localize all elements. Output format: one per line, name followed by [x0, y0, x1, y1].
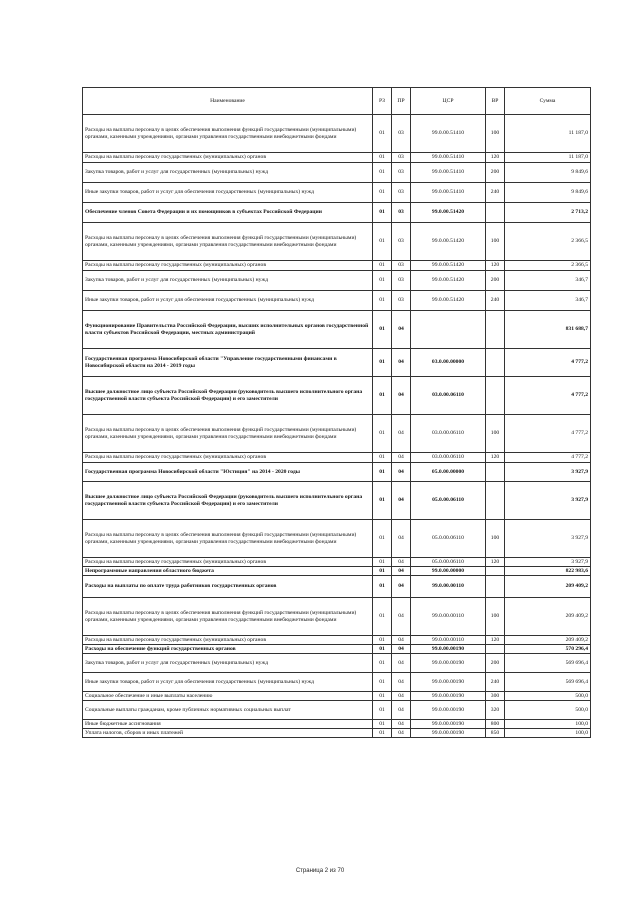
- cell-csr: 99.0.00.00190: [411, 654, 486, 673]
- header-sum: Сумма: [505, 88, 591, 115]
- cell-sum: 9 849,6: [505, 163, 591, 183]
- cell-vr: 240: [486, 183, 505, 203]
- table-row: [83, 701, 591, 720]
- cell-name: Государственная программа Новосибирской области "Юстиция" на 2014 - 2020 годы: [83, 463, 373, 482]
- cell-sum: 100,0: [505, 729, 591, 738]
- cell-csr: 99.0.00.51410: [411, 163, 486, 183]
- cell-rz: 01: [373, 701, 392, 720]
- cell-sum: 4 777,2: [505, 377, 591, 415]
- cell-pr: 04: [392, 349, 411, 377]
- cell-pr: 04: [392, 636, 411, 645]
- cell-csr: 99.0.00.51420: [411, 271, 486, 291]
- table-row: [83, 153, 591, 163]
- cell-vr: 100: [486, 415, 505, 453]
- cell-csr: 99.0.00.00110: [411, 598, 486, 636]
- cell-sum: 346,7: [505, 291, 591, 311]
- table-row: [83, 645, 591, 654]
- cell-sum: 2 713,2: [505, 203, 591, 223]
- cell-pr: 04: [392, 645, 411, 654]
- cell-vr: 200: [486, 163, 505, 183]
- cell-sum: 4 777,2: [505, 453, 591, 463]
- cell-rz: 01: [373, 291, 392, 311]
- cell-name: Расходы на выплаты персоналу государственных (муниципальных) органов: [83, 261, 373, 271]
- cell-rz: 01: [373, 183, 392, 203]
- table-row: [83, 692, 591, 701]
- cell-pr: 04: [392, 720, 411, 729]
- cell-name: Расходы на выплаты персоналу в целях обеспечения выполнения функций государственными (муниципальными) органами, казенными учреждениями, органами управления государственными внебюджетными фондами: [83, 520, 373, 558]
- table-row: [83, 271, 591, 291]
- cell-pr: 04: [392, 520, 411, 558]
- cell-pr: 03: [392, 183, 411, 203]
- cell-rz: 01: [373, 153, 392, 163]
- table-row: [83, 463, 591, 482]
- cell-csr: 99.0.00.51420: [411, 203, 486, 223]
- budget-table: [82, 87, 591, 738]
- cell-sum: 11 187,0: [505, 115, 591, 153]
- cell-sum: 2 366,5: [505, 261, 591, 271]
- cell-vr: 320: [486, 701, 505, 720]
- cell-name: Расходы на выплаты персоналу государственных (муниципальных) органов: [83, 636, 373, 645]
- cell-name: Непрограммные направления областного бюджета: [83, 567, 373, 576]
- table-row: [83, 415, 591, 453]
- cell-csr: 99.0.00.00190: [411, 645, 486, 654]
- cell-sum: 569 696,4: [505, 654, 591, 673]
- cell-rz: 01: [373, 654, 392, 673]
- table-header-row: [83, 88, 591, 115]
- cell-csr: 03.0.00.06110: [411, 377, 486, 415]
- cell-rz: 01: [373, 520, 392, 558]
- cell-rz: 01: [373, 115, 392, 153]
- cell-name: Расходы на выплаты персоналу в целях обеспечения выполнения функций государственными (муниципальными) органами, казенными учреждениями, органами управления государственными внебюджетными фондами: [83, 598, 373, 636]
- cell-sum: 3 927,9: [505, 558, 591, 567]
- cell-name: Иные бюджетные ассигнования: [83, 720, 373, 729]
- cell-sum: 209 409,2: [505, 636, 591, 645]
- cell-sum: 346,7: [505, 271, 591, 291]
- cell-pr: 04: [392, 567, 411, 576]
- cell-csr: 99.0.00.51420: [411, 291, 486, 311]
- header-pr: ПР: [392, 88, 411, 115]
- cell-sum: 831 688,7: [505, 311, 591, 349]
- cell-pr: 03: [392, 163, 411, 183]
- cell-name: Закупка товаров, работ и услуг для государственных (муниципальных) нужд: [83, 163, 373, 183]
- cell-pr: 03: [392, 203, 411, 223]
- cell-pr: 04: [392, 558, 411, 567]
- cell-vr: [486, 311, 505, 349]
- cell-name: Государственная программа Новосибирской области "Управление государственными финансами в Новосибирской области на 2014 - 2019 годы: [83, 349, 373, 377]
- cell-rz: 01: [373, 223, 392, 261]
- cell-pr: 04: [392, 377, 411, 415]
- cell-csr: 99.0.00.51420: [411, 223, 486, 261]
- cell-pr: 03: [392, 291, 411, 311]
- cell-pr: 04: [392, 701, 411, 720]
- cell-vr: 240: [486, 673, 505, 692]
- table-row: [83, 453, 591, 463]
- cell-csr: 03.0.00.06110: [411, 453, 486, 463]
- table-row: [83, 377, 591, 415]
- cell-vr: [486, 377, 505, 415]
- table-row: [83, 482, 591, 520]
- cell-rz: 01: [373, 567, 392, 576]
- cell-pr: 04: [392, 463, 411, 482]
- table-row: [83, 673, 591, 692]
- cell-sum: 209 409,2: [505, 598, 591, 636]
- cell-sum: 2 366,5: [505, 223, 591, 261]
- cell-pr: 03: [392, 115, 411, 153]
- table-row: [83, 291, 591, 311]
- cell-name: Функционирование Правительства Российской Федерации, высших исполнительных органов государственной власти субъектов Российской Федерации, местных администраций: [83, 311, 373, 349]
- cell-name: Высшее должностное лицо субъекта Российской Федерации (руководитель высшего исполнительного органа государственной власти субъекта Российской Федерации) и его заместители: [83, 482, 373, 520]
- table-row: [83, 654, 591, 673]
- cell-sum: 209 409,2: [505, 576, 591, 598]
- table-row: [83, 115, 591, 153]
- table-row: [83, 223, 591, 261]
- cell-rz: 01: [373, 349, 392, 377]
- cell-csr: 99.0.00.00190: [411, 692, 486, 701]
- cell-rz: 01: [373, 377, 392, 415]
- cell-rz: 01: [373, 453, 392, 463]
- table-row: [83, 729, 591, 738]
- cell-pr: 03: [392, 271, 411, 291]
- cell-sum: 500,0: [505, 701, 591, 720]
- cell-vr: [486, 463, 505, 482]
- table-row: [83, 720, 591, 729]
- cell-name: Закупка товаров, работ и услуг для государственных (муниципальных) нужд: [83, 271, 373, 291]
- cell-pr: 04: [392, 673, 411, 692]
- cell-vr: 100: [486, 223, 505, 261]
- cell-name: Уплата налогов, сборов и иных платежей: [83, 729, 373, 738]
- cell-sum: 11 187,0: [505, 153, 591, 163]
- cell-csr: 03.0.00.00000: [411, 349, 486, 377]
- cell-pr: 04: [392, 453, 411, 463]
- cell-csr: 99.0.00.51410: [411, 183, 486, 203]
- cell-rz: 01: [373, 163, 392, 183]
- cell-pr: 04: [392, 576, 411, 598]
- cell-name: Расходы на выплаты персоналу государственных (муниципальных) органов: [83, 453, 373, 463]
- cell-vr: 100: [486, 520, 505, 558]
- cell-sum: 9 849,6: [505, 183, 591, 203]
- cell-vr: 100: [486, 598, 505, 636]
- header-csr: ЦСР: [411, 88, 486, 115]
- cell-pr: 04: [392, 729, 411, 738]
- table-row: [83, 567, 591, 576]
- cell-rz: 01: [373, 203, 392, 223]
- cell-csr: 99.0.00.00190: [411, 673, 486, 692]
- cell-sum: 3 927,9: [505, 463, 591, 482]
- cell-csr: 99.0.00.00110: [411, 576, 486, 598]
- cell-pr: 03: [392, 223, 411, 261]
- cell-vr: [486, 482, 505, 520]
- cell-pr: 04: [392, 598, 411, 636]
- cell-vr: 200: [486, 271, 505, 291]
- cell-rz: 01: [373, 692, 392, 701]
- cell-vr: 800: [486, 720, 505, 729]
- cell-csr: 05.0.00.06110: [411, 520, 486, 558]
- table-row: [83, 598, 591, 636]
- page-number: Страница 2 из 70: [295, 868, 345, 874]
- header-name: Наименование: [83, 88, 373, 115]
- cell-pr: 04: [392, 311, 411, 349]
- cell-rz: 01: [373, 415, 392, 453]
- table-row: [83, 183, 591, 203]
- cell-rz: 01: [373, 271, 392, 291]
- table-row: [83, 311, 591, 349]
- header-vr: ВР: [486, 88, 505, 115]
- cell-sum: 100,0: [505, 720, 591, 729]
- cell-name: Закупка товаров, работ и услуг для государственных (муниципальных) нужд: [83, 654, 373, 673]
- table-row: [83, 520, 591, 558]
- cell-name: Расходы на выплаты персоналу в целях обеспечения выполнения функций государственными (муниципальными) органами, казенными учреждениями, органами управления государственными внебюджетными фондами: [83, 223, 373, 261]
- cell-rz: 01: [373, 482, 392, 520]
- cell-pr: 03: [392, 261, 411, 271]
- cell-name: Расходы на выплаты персоналу в целях обеспечения выполнения функций государственными (муниципальными) органами, казенными учреждениями, органами управления государственными внебюджетными фондами: [83, 415, 373, 453]
- cell-csr: 99.0.00.00190: [411, 720, 486, 729]
- cell-vr: [486, 203, 505, 223]
- cell-rz: 01: [373, 261, 392, 271]
- cell-pr: 04: [392, 692, 411, 701]
- cell-name: Расходы на выплаты персоналу государственных (муниципальных) органов: [83, 558, 373, 567]
- cell-rz: 01: [373, 311, 392, 349]
- table-row: [83, 636, 591, 645]
- cell-csr: 99.0.00.00110: [411, 636, 486, 645]
- table-row: [83, 349, 591, 377]
- cell-vr: 240: [486, 291, 505, 311]
- cell-name: Иные закупки товаров, работ и услуг для обеспечения государственных (муниципальных) нужд: [83, 291, 373, 311]
- cell-sum: 570 296,4: [505, 645, 591, 654]
- cell-vr: [486, 349, 505, 377]
- cell-vr: 300: [486, 692, 505, 701]
- cell-vr: [486, 576, 505, 598]
- cell-pr: 04: [392, 482, 411, 520]
- cell-csr: 99.0.00.51410: [411, 153, 486, 163]
- cell-rz: 01: [373, 720, 392, 729]
- cell-rz: 01: [373, 636, 392, 645]
- table-row: [83, 576, 591, 598]
- cell-name: Расходы на выплаты персоналу государственных (муниципальных) органов: [83, 153, 373, 163]
- table-row: [83, 203, 591, 223]
- cell-csr: 99.0.00.51410: [411, 115, 486, 153]
- cell-vr: 100: [486, 115, 505, 153]
- cell-csr: [411, 311, 486, 349]
- cell-vr: [486, 645, 505, 654]
- cell-csr: 99.0.00.00190: [411, 729, 486, 738]
- cell-vr: 200: [486, 654, 505, 673]
- cell-name: Расходы на выплаты по оплате труда работников государственных органов: [83, 576, 373, 598]
- cell-name: Социальное обеспечение и иные выплаты населению: [83, 692, 373, 701]
- cell-sum: 3 927,9: [505, 482, 591, 520]
- table-row: [83, 163, 591, 183]
- cell-pr: 04: [392, 654, 411, 673]
- table-row: [83, 558, 591, 567]
- cell-vr: 850: [486, 729, 505, 738]
- cell-name: Расходы на выплаты персоналу в целях обеспечения выполнения функций государственными (муниципальными) органами, казенными учреждениями, органами управления государственными внебюджетными фондами: [83, 115, 373, 153]
- table-row: [83, 261, 591, 271]
- cell-sum: 3 927,9: [505, 520, 591, 558]
- cell-rz: 01: [373, 463, 392, 482]
- cell-name: Высшее должностное лицо субъекта Российской Федерации (руководитель высшего исполнительного органа государственной власти субъекта Российской Федерации) и его заместители: [83, 377, 373, 415]
- cell-name: Иные закупки товаров, работ и услуг для обеспечения государственных (муниципальных) нужд: [83, 183, 373, 203]
- header-rz: РЗ: [373, 88, 392, 115]
- cell-csr: 05.0.00.06110: [411, 558, 486, 567]
- cell-rz: 01: [373, 576, 392, 598]
- cell-vr: 120: [486, 453, 505, 463]
- cell-csr: 99.0.00.00190: [411, 701, 486, 720]
- cell-vr: 120: [486, 558, 505, 567]
- cell-rz: 01: [373, 729, 392, 738]
- cell-vr: 120: [486, 636, 505, 645]
- cell-rz: 01: [373, 558, 392, 567]
- cell-rz: 01: [373, 598, 392, 636]
- cell-sum: 4 777,2: [505, 415, 591, 453]
- cell-pr: 04: [392, 415, 411, 453]
- cell-name: Иные закупки товаров, работ и услуг для обеспечения государственных (муниципальных) нужд: [83, 673, 373, 692]
- cell-name: Социальные выплаты гражданам, кроме публичных нормативных социальных выплат: [83, 701, 373, 720]
- cell-csr: 99.0.00.00000: [411, 567, 486, 576]
- cell-vr: 120: [486, 153, 505, 163]
- cell-sum: 569 696,4: [505, 673, 591, 692]
- cell-sum: 822 983,6: [505, 567, 591, 576]
- cell-sum: 500,0: [505, 692, 591, 701]
- cell-pr: 03: [392, 153, 411, 163]
- cell-csr: 03.0.00.06110: [411, 415, 486, 453]
- cell-rz: 01: [373, 645, 392, 654]
- table-body: [83, 115, 591, 738]
- cell-csr: 05.0.00.00000: [411, 463, 486, 482]
- cell-sum: 4 777,2: [505, 349, 591, 377]
- cell-vr: 120: [486, 261, 505, 271]
- cell-csr: 05.0.00.06110: [411, 482, 486, 520]
- cell-rz: 01: [373, 673, 392, 692]
- cell-name: Расходы на обеспечение функций государственных органов: [83, 645, 373, 654]
- cell-vr: [486, 567, 505, 576]
- cell-csr: 99.0.00.51420: [411, 261, 486, 271]
- cell-name: Обеспечение членов Совета Федерации и их помощников в субъектах Российской Федерации: [83, 203, 373, 223]
